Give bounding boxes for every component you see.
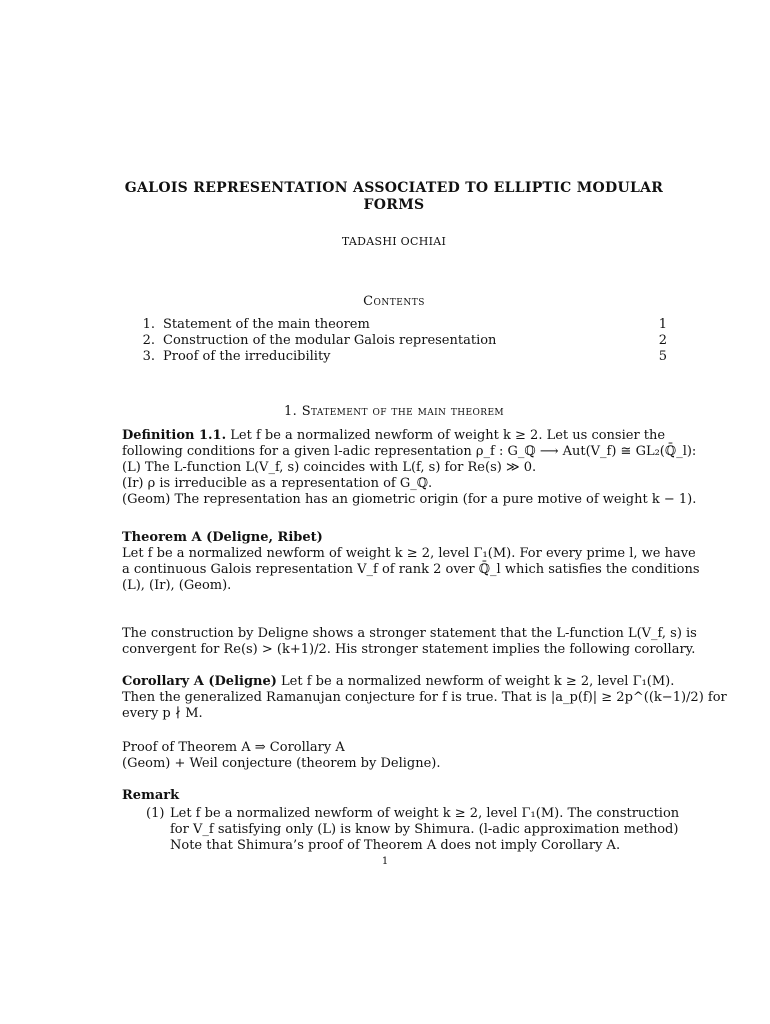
section-heading: 1. Statement of the main theorem (283, 404, 505, 419)
theorem-a-block (122, 530, 700, 594)
definition-text: following conditions for a given l-adic representation ρ_f : G_ℚ ⟶ Aut(V_f) ≅ GL₂(ℚ̄_l): (122, 444, 697, 459)
definition-text: (Geom) The representation has an giometric origin (for a pure motive of weight k − 1). (122, 492, 697, 507)
remark-text: for V_f satisfying only (L) is know by Shimura. (l-adic approximation method) (170, 822, 679, 837)
toc-entry-page: 2 (658, 333, 667, 348)
corollary-label: Corollary A (Deligne) (122, 674, 277, 689)
corollary-text: Let f be a normalized newform of weight k ≥ 2, level Γ₁(M). (276, 674, 675, 689)
definition-label: Definition 1.1. (122, 428, 227, 443)
author-name: TADASHI OCHIAI (341, 235, 447, 248)
toc-entry-page: 5 (658, 349, 667, 364)
theorem-text: Let f be a normalized newform of weight k ≥ 2, level Γ₁(M). For every prime l, we have (122, 546, 696, 561)
proof-text: (Geom) + Weil conjecture (theorem by Deligne). (122, 756, 441, 771)
table-of-contents (135, 317, 667, 365)
theorem-text: (L), (Ir), (Geom). (122, 578, 232, 593)
paper-title: GALOIS REPRESENTATION ASSOCIATED TO ELLIPTIC MODULAR FORMS (124, 180, 664, 213)
corollary-a-block (122, 674, 727, 722)
remark-heading-block (122, 788, 667, 804)
toc-entry-number: 3. (142, 349, 155, 364)
corollary-text: every p ∤ M. (122, 706, 203, 721)
remark-list (146, 806, 680, 854)
toc-entry-number: 1. (142, 317, 155, 332)
paragraph-text: The construction by Deligne shows a stronger statement that the L-function L(V_f, s) is (122, 626, 697, 641)
page-number: 1 (381, 856, 389, 867)
proof-block (122, 740, 667, 772)
definition-block (122, 428, 697, 508)
corollary-text: Then the generalized Ramanujan conjecture for f is true. That is |a_p(f)| ≥ 2p^((k−1)/2) for (122, 690, 727, 705)
remark-item-number: (1) (146, 806, 165, 821)
definition-text: (Ir) ρ is irreducible as a representation of G_ℚ. (122, 476, 433, 491)
toc-entry-title: Construction of the modular Galois representation (163, 333, 497, 348)
paragraph-text: convergent for Re(s) > (k+1)/2. His stronger statement implies the following corollary. (122, 642, 696, 657)
remark-text: Let f be a normalized newform of weight k ≥ 2, level Γ₁(M). The construction (170, 806, 680, 821)
toc-entry[interactable] (135, 349, 667, 365)
definition-text: Let f be a normalized newform of weight k ≥ 2. Let us consier the (226, 428, 666, 443)
toc-entry-title: Proof of the irreducibility (163, 349, 331, 364)
construction-paragraph (122, 626, 697, 658)
toc-entry[interactable] (135, 333, 667, 349)
toc-entry-title: Statement of the main theorem (163, 317, 370, 332)
definition-text: (L) The L-function L(V_f, s) coincides with L(f, s) for Re(s) ≫ 0. (122, 460, 537, 475)
proof-text: Proof of Theorem A ⇒ Corollary A (122, 740, 345, 755)
theorem-heading: Theorem A (Deligne, Ribet) (122, 530, 323, 545)
contents-heading: Contents (363, 294, 425, 309)
theorem-text: a continuous Galois representation V_f of rank 2 over ℚ̄_l which satisfies the conditions (122, 562, 700, 577)
toc-entry-number: 2. (142, 333, 155, 348)
toc-entry[interactable] (135, 317, 667, 333)
remark-heading: Remark (122, 788, 180, 803)
toc-entry-page: 1 (658, 317, 667, 332)
remark-text: Note that Shimura’s proof of Theorem A does not imply Corollary A. (170, 838, 621, 853)
